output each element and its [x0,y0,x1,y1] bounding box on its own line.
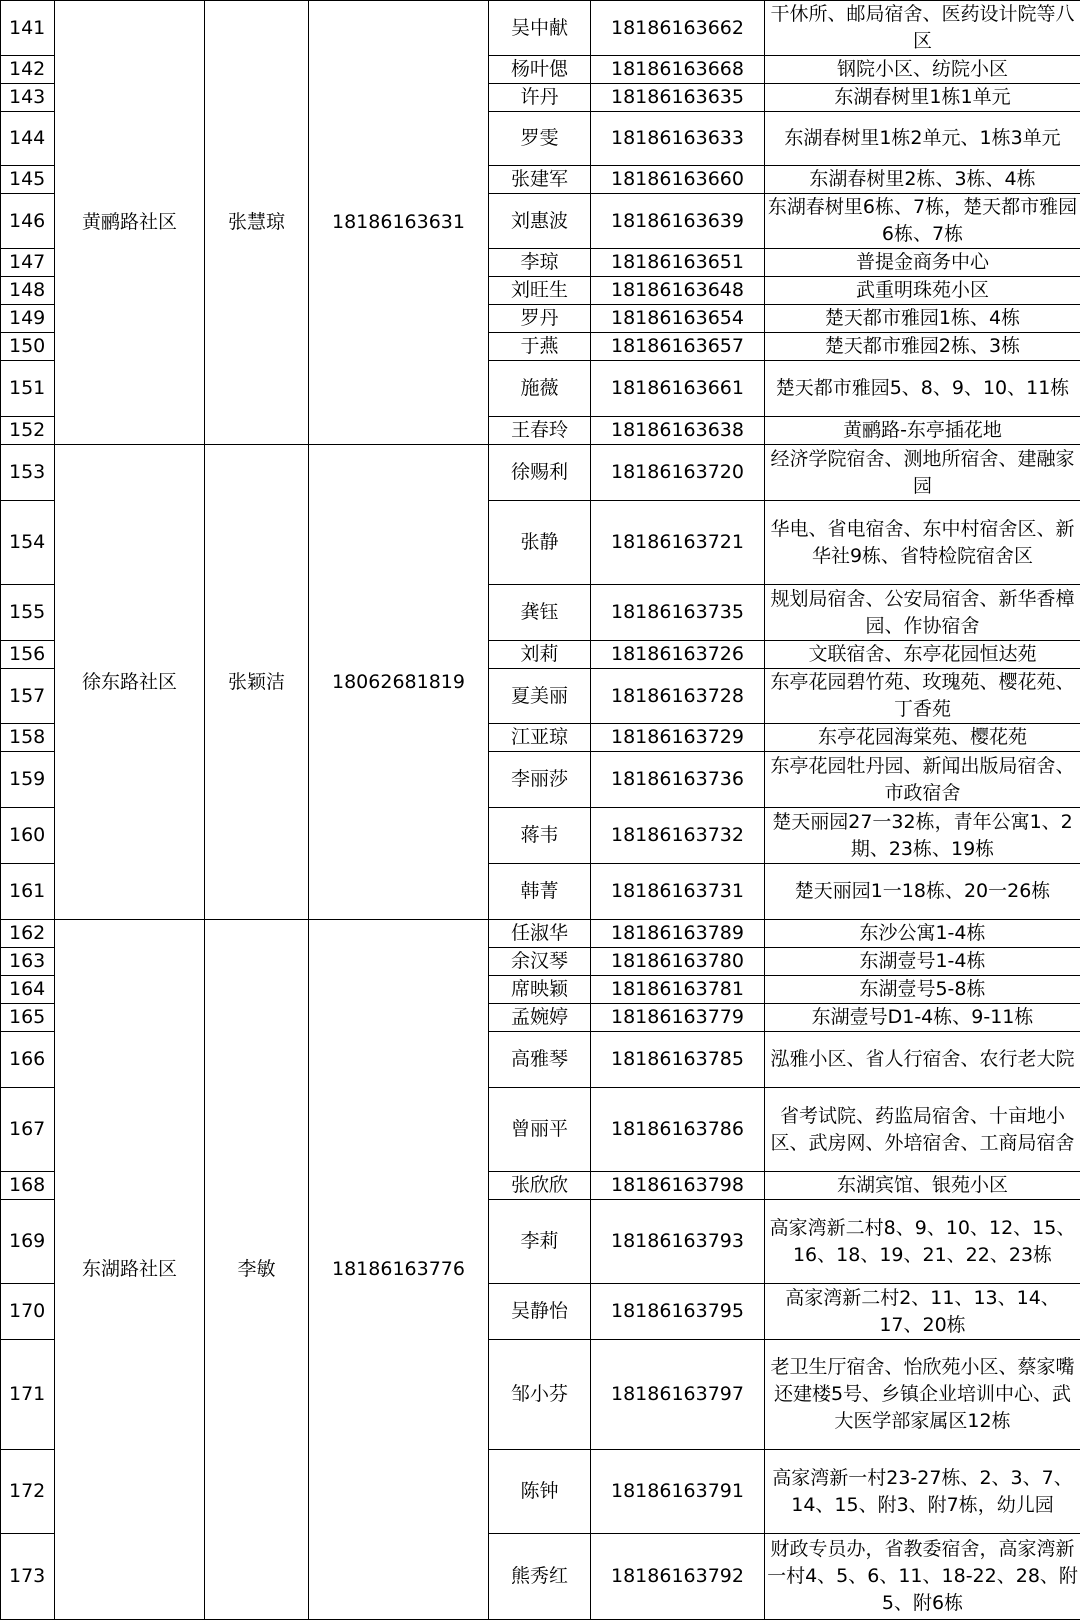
row-number: 146 [1,194,55,249]
member-phone: 18186163789 [591,920,765,948]
leader-phone: 18186163631 [309,1,489,445]
member-name: 刘旺生 [489,277,591,305]
row-number: 163 [1,948,55,976]
service-area: 泓雅小区、省人行宿舍、农行老大院 [765,1032,1080,1088]
member-name: 张欣欣 [489,1172,591,1200]
row-number: 143 [1,84,55,112]
member-name: 罗雯 [489,112,591,166]
service-area: 高家湾新二村2、11、13、14、17、20栋 [765,1284,1080,1340]
service-area: 东湖宾馆、银苑小区 [765,1172,1080,1200]
member-name: 李丽莎 [489,752,591,808]
member-phone: 18186163786 [591,1088,765,1172]
member-phone: 18186163781 [591,976,765,1004]
row-number: 160 [1,808,55,864]
member-phone: 18186163736 [591,752,765,808]
member-phone: 18186163728 [591,669,765,724]
service-area: 武重明珠苑小区 [765,277,1080,305]
leader-name: 李敏 [205,920,309,1620]
row-number: 164 [1,976,55,1004]
member-name: 张建军 [489,166,591,194]
service-area: 东湖春树里1栋1单元 [765,84,1080,112]
row-number: 149 [1,305,55,333]
member-phone: 18186163797 [591,1340,765,1450]
member-phone: 18186163639 [591,194,765,249]
member-phone: 18186163735 [591,585,765,641]
member-phone: 18186163720 [591,445,765,501]
member-name: 高雅琴 [489,1032,591,1088]
member-name: 任淑华 [489,920,591,948]
service-area: 东湖壹号1-4栋 [765,948,1080,976]
member-name: 张静 [489,501,591,585]
row-number: 142 [1,56,55,84]
row-number: 141 [1,1,55,56]
table-body [1,1,1080,1620]
member-name: 李琼 [489,249,591,277]
member-name: 陈钟 [489,1450,591,1534]
community-name: 徐东路社区 [55,445,205,920]
member-name: 曾丽平 [489,1088,591,1172]
row-number: 156 [1,641,55,669]
member-phone: 18186163795 [591,1284,765,1340]
member-phone: 18186163729 [591,724,765,752]
row-number: 144 [1,112,55,166]
member-name: 江亚琼 [489,724,591,752]
row-number: 173 [1,1534,55,1620]
member-phone: 18186163633 [591,112,765,166]
member-name: 施薇 [489,361,591,417]
member-phone: 18186163668 [591,56,765,84]
member-phone: 18186163793 [591,1200,765,1284]
service-area: 高家湾新二村8、9、10、12、15、16、18、19、21、22、23栋 [765,1200,1080,1284]
member-phone: 18186163660 [591,166,765,194]
row-number: 167 [1,1088,55,1172]
service-area: 东湖春树里2栋、3栋、4栋 [765,166,1080,194]
member-phone: 18186163785 [591,1032,765,1088]
service-area: 钢院小区、纺院小区 [765,56,1080,84]
member-name: 刘莉 [489,641,591,669]
row-number: 150 [1,333,55,361]
service-area: 楚天丽园27一32栋，青年公寓1、2期、23栋、19栋 [765,808,1080,864]
member-name: 李莉 [489,1200,591,1284]
service-area: 东亭花园海棠苑、樱花苑 [765,724,1080,752]
service-area: 规划局宿舍、公安局宿舍、新华香樟园、作协宿舍 [765,585,1080,641]
row-number: 154 [1,501,55,585]
row-number: 153 [1,445,55,501]
member-name: 徐赐利 [489,445,591,501]
member-name: 刘惠波 [489,194,591,249]
service-area: 经济学院宿舍、测地所宿舍、建融家园 [765,445,1080,501]
leader-name: 张颖洁 [205,445,309,920]
service-area: 东亭花园碧竹苑、玫瑰苑、樱花苑、丁香苑 [765,669,1080,724]
member-phone: 18186163721 [591,501,765,585]
member-name: 夏美丽 [489,669,591,724]
row-number: 168 [1,1172,55,1200]
service-area: 楚天都市雅园2栋、3栋 [765,333,1080,361]
member-phone: 18186163651 [591,249,765,277]
row-number: 152 [1,417,55,445]
row-number: 161 [1,864,55,920]
member-name: 邹小芬 [489,1340,591,1450]
service-area: 东亭花园牡丹园、新闻出版局宿舍、市政宿舍 [765,752,1080,808]
member-phone: 18186163798 [591,1172,765,1200]
member-phone: 18186163657 [591,333,765,361]
service-area: 老卫生厅宿舍、怡欣苑小区、蔡家嘴还建楼5号、乡镇企业培训中心、武大医学部家属区12栋 [765,1340,1080,1450]
service-area: 华电、省电宿舍、东中村宿舍区、新华社9栋、省特检院宿舍区 [765,501,1080,585]
service-area: 东湖壹号5-8栋 [765,976,1080,1004]
table-row [1,445,1080,501]
member-phone: 18186163731 [591,864,765,920]
member-name: 罗丹 [489,305,591,333]
member-name: 吴中献 [489,1,591,56]
table-row [1,920,1080,948]
member-name: 韩菁 [489,864,591,920]
service-area: 楚天丽园1一18栋、20一26栋 [765,864,1080,920]
service-area: 东沙公寓1-4栋 [765,920,1080,948]
member-phone: 18186163726 [591,641,765,669]
member-phone: 18186163791 [591,1450,765,1534]
service-area: 楚天都市雅园5、8、9、10、11栋 [765,361,1080,417]
member-phone: 18186163779 [591,1004,765,1032]
member-name: 席映颖 [489,976,591,1004]
row-number: 165 [1,1004,55,1032]
service-area: 干休所、邮局宿舍、医药设计院等八区 [765,1,1080,56]
member-name: 许丹 [489,84,591,112]
member-phone: 18186163635 [591,84,765,112]
member-phone: 18186163780 [591,948,765,976]
service-area: 财政专员办，省教委宿舍，高家湾新一村4、5、6、11、18-22、28、附5、附6栋 [765,1534,1080,1620]
row-number: 147 [1,249,55,277]
community-name: 东湖路社区 [55,920,205,1620]
service-area: 东湖壹号D1-4栋、9-11栋 [765,1004,1080,1032]
member-name: 杨叶偲 [489,56,591,84]
member-name: 王春玲 [489,417,591,445]
row-number: 159 [1,752,55,808]
community-name: 黄鹂路社区 [55,1,205,445]
member-phone: 18186163792 [591,1534,765,1620]
member-phone: 18186163638 [591,417,765,445]
leader-phone: 18062681819 [309,445,489,920]
member-name: 吴静怡 [489,1284,591,1340]
member-phone: 18186163732 [591,808,765,864]
member-phone: 18186163661 [591,361,765,417]
service-area: 省考试院、药监局宿舍、十亩地小区、武房网、外培宿舍、工商局宿舍 [765,1088,1080,1172]
service-area: 文联宿舍、东亭花园恒达苑 [765,641,1080,669]
row-number: 169 [1,1200,55,1284]
service-area: 黄鹂路-东亭插花地 [765,417,1080,445]
service-area: 东湖春树里1栋2单元、1栋3单元 [765,112,1080,166]
member-name: 蒋韦 [489,808,591,864]
service-area: 楚天都市雅园1栋、4栋 [765,305,1080,333]
member-name: 余汉琴 [489,948,591,976]
row-number: 148 [1,277,55,305]
member-name: 龚钰 [489,585,591,641]
member-name: 熊秀红 [489,1534,591,1620]
row-number: 145 [1,166,55,194]
row-number: 151 [1,361,55,417]
leader-phone: 18186163776 [309,920,489,1620]
row-number: 172 [1,1450,55,1534]
leader-name: 张慧琼 [205,1,309,445]
service-area: 普提金商务中心 [765,249,1080,277]
member-name: 于燕 [489,333,591,361]
member-phone: 18186163662 [591,1,765,56]
row-number: 155 [1,585,55,641]
row-number: 157 [1,669,55,724]
row-number: 158 [1,724,55,752]
service-area: 高家湾新一村23-27栋、2、3、7、14、15、附3、附7栋，幼儿园 [765,1450,1080,1534]
row-number: 171 [1,1340,55,1450]
table-row [1,1,1080,56]
row-number: 166 [1,1032,55,1088]
member-phone: 18186163654 [591,305,765,333]
row-number: 162 [1,920,55,948]
member-phone: 18186163648 [591,277,765,305]
member-name: 孟婉婷 [489,1004,591,1032]
row-number: 170 [1,1284,55,1340]
service-area: 东湖春树里6栋、7栋，楚天都市雅园6栋、7栋 [765,194,1080,249]
